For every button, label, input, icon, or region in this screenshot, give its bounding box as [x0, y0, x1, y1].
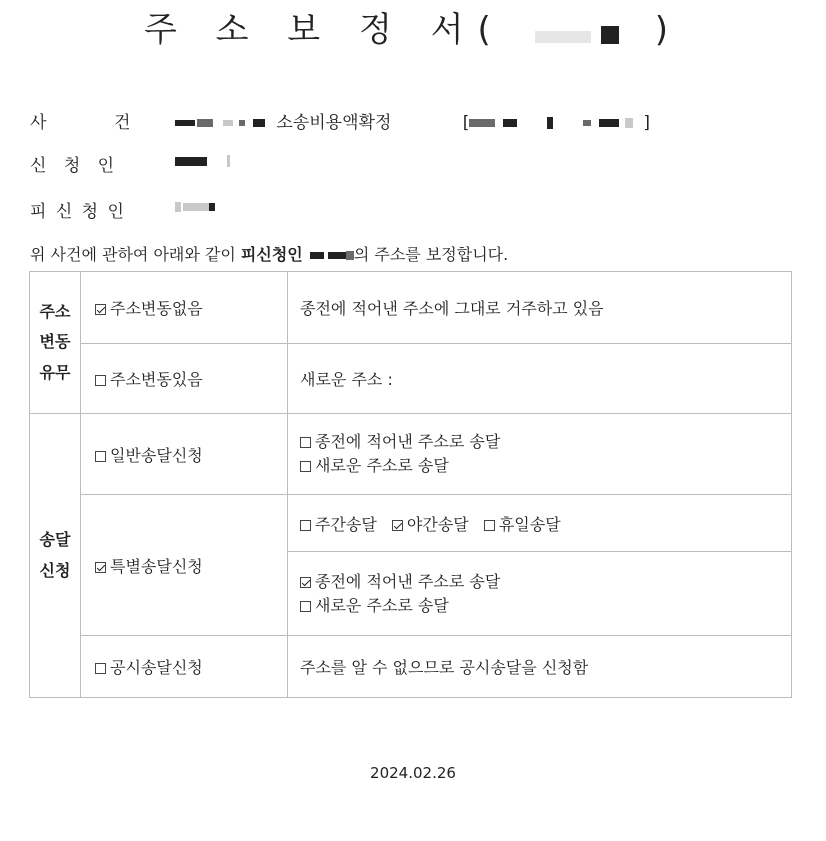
- checkbox-changed[interactable]: [95, 375, 106, 386]
- option-special-delivery[interactable]: 특별송달신청: [81, 495, 288, 636]
- checkbox-night[interactable]: [392, 520, 403, 531]
- title-text: 주 소 보 정 서: [144, 10, 478, 50]
- case-label-a: 사: [30, 113, 47, 133]
- special-choice-old-address[interactable]: 종전에 적어낸 주소로 송달: [300, 570, 779, 594]
- redacted-court: [505, 15, 655, 49]
- time-night[interactable]: 야간송달: [392, 515, 469, 534]
- applicant-label: 신 청 인: [30, 156, 121, 176]
- general-choice-new-address[interactable]: 새로운 주소로 송달: [300, 454, 779, 478]
- case-label-b: 건: [114, 113, 131, 133]
- redacted-respondent: [175, 202, 181, 212]
- document-title: [0, 2, 826, 51]
- intro-sentence: 위 사건에 관하여 아래와 같이 피신청인 의 주소를 보정합니다.: [30, 245, 509, 264]
- general-choice-old-address[interactable]: 종전에 적어낸 주소로 송달: [300, 430, 779, 454]
- address-change-header: 주소 변동 유무: [30, 272, 81, 414]
- checkbox-general-delivery[interactable]: [95, 451, 106, 462]
- redacted-respondent-name: [310, 252, 324, 259]
- time-daytime[interactable]: 주간송달: [300, 515, 377, 534]
- redacted-applicant: [175, 157, 207, 166]
- special-delivery-choices: [288, 552, 792, 636]
- general-delivery-choices: [288, 414, 792, 495]
- case-bracket-close: ]: [643, 113, 651, 133]
- respondent-label: 피 신 청 인: [30, 202, 126, 222]
- intro-party: 피신청인: [240, 245, 303, 264]
- document-date: 2024.02.26: [370, 764, 456, 782]
- redacted-case-number: [175, 120, 195, 126]
- option-no-change[interactable]: 주소변동없음: [81, 272, 288, 344]
- redacted-case-detail: [469, 119, 495, 127]
- time-holiday[interactable]: 휴일송달: [484, 515, 561, 534]
- checkbox-special-new-address[interactable]: [300, 601, 311, 612]
- checkbox-special-old-address[interactable]: [300, 577, 311, 588]
- checkbox-no-change[interactable]: [95, 304, 106, 315]
- option-changed[interactable]: 주소변동있음: [81, 344, 288, 414]
- checkbox-special-delivery[interactable]: [95, 562, 106, 573]
- checkbox-holiday[interactable]: [484, 520, 495, 531]
- checkbox-public-delivery[interactable]: [95, 663, 106, 674]
- special-choice-new-address[interactable]: 새로운 주소로 송달: [300, 594, 779, 618]
- option-public-delivery[interactable]: 공시송달신청: [81, 636, 288, 698]
- public-delivery-detail: 주소를 알 수 없으므로 공시송달을 신청함: [288, 636, 792, 698]
- case-name: 소송비용액확정: [276, 113, 392, 133]
- delivery-header: 송달 신청: [30, 414, 81, 698]
- checkbox-general-new-address[interactable]: [300, 461, 311, 472]
- new-address-label: 새로운 주소 :: [288, 344, 792, 414]
- title-open-paren: (: [477, 10, 505, 50]
- special-delivery-times: [288, 495, 792, 552]
- case-value: [175, 108, 650, 133]
- title-close-paren: ): [654, 10, 682, 50]
- case-bracket-open: [: [462, 113, 470, 133]
- option-general-delivery[interactable]: 일반송달신청: [81, 414, 288, 495]
- detail-no-change: 종전에 적어낸 주소에 그대로 거주하고 있음: [288, 272, 792, 344]
- checkbox-general-old-address[interactable]: [300, 437, 311, 448]
- address-correction-table: [29, 271, 792, 698]
- checkbox-daytime[interactable]: [300, 520, 311, 531]
